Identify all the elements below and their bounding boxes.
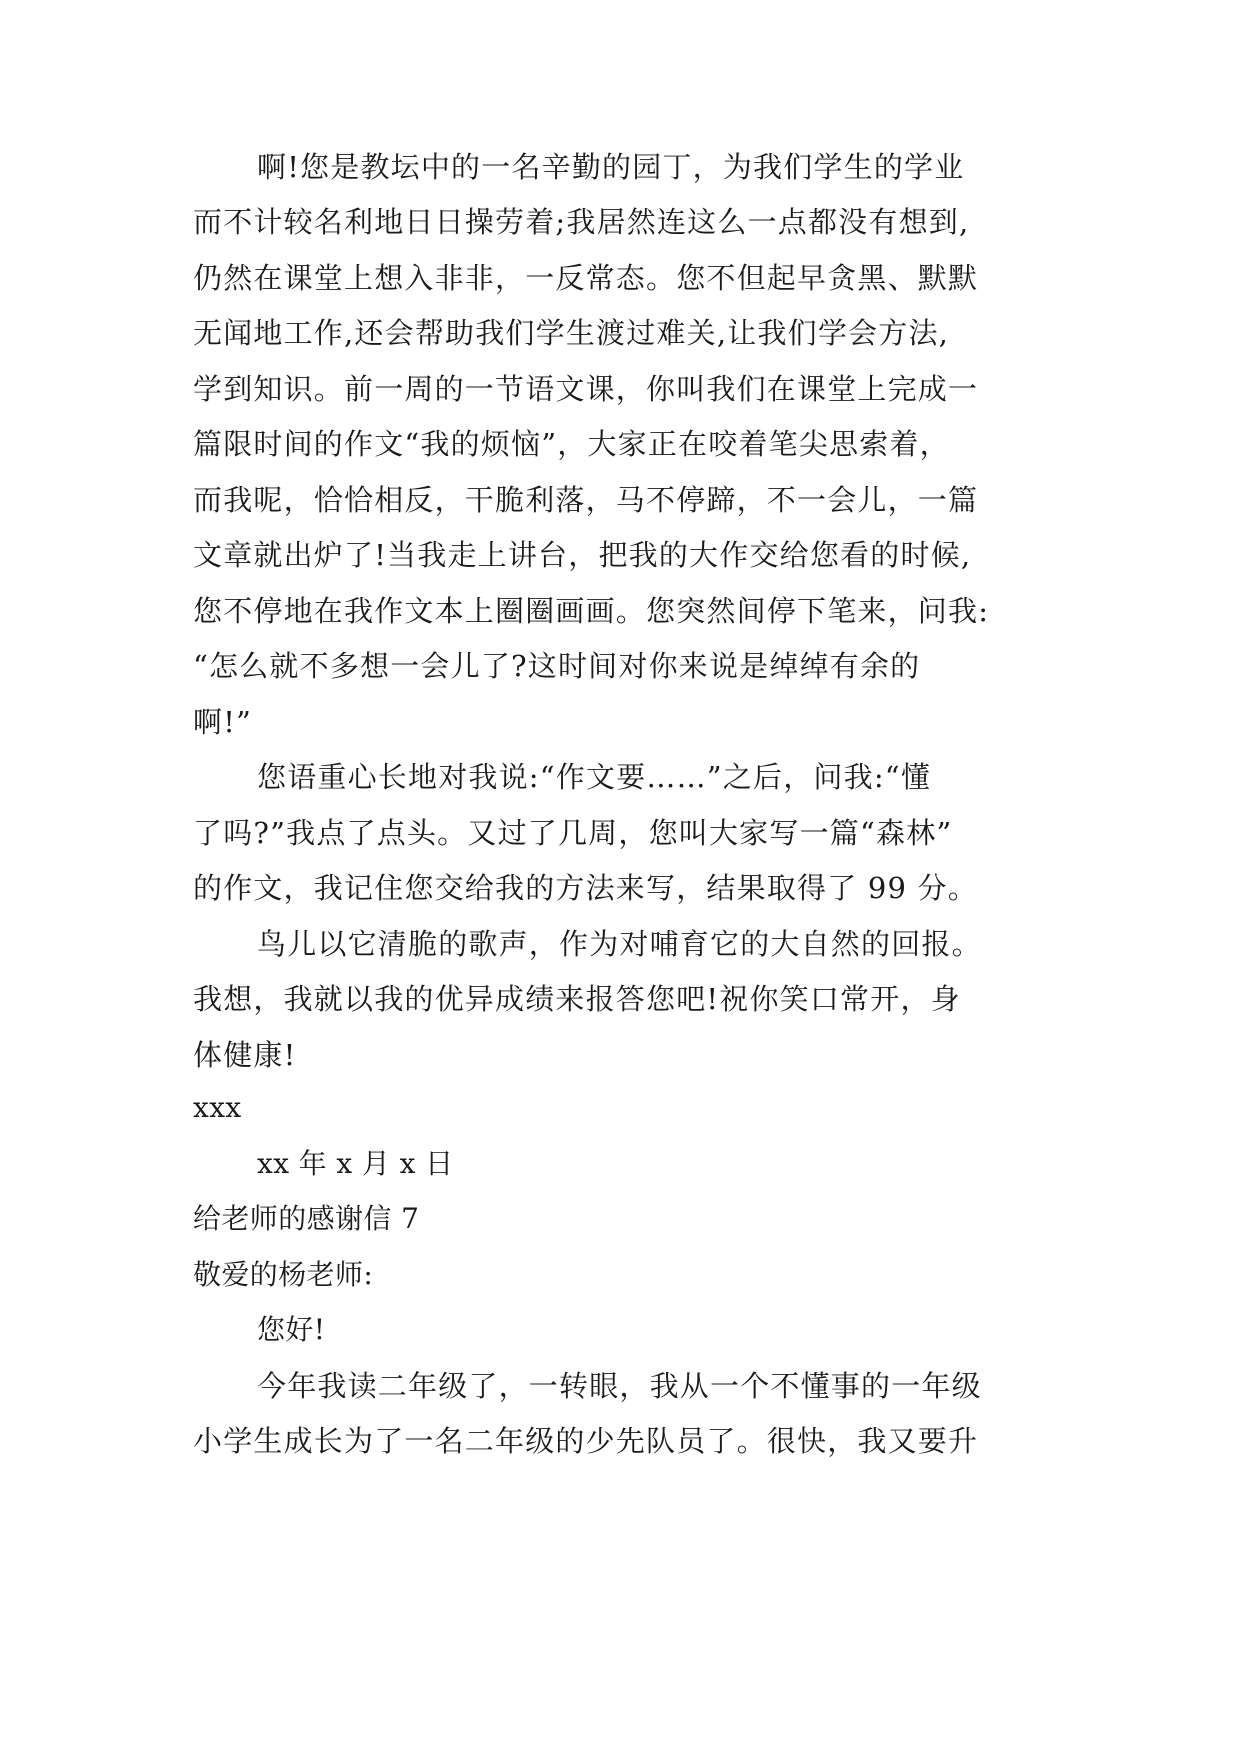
signature-date: xx 年 x 月 x 日 [257,1147,454,1180]
paragraph-line: 您语重心长地对我说:“作文要……”之后，问我:“懂 [257,760,932,794]
paragraph-line: 了吗?”我点了点头。又过了几周，您叫大家写一篇“森林” [193,816,953,850]
paragraph-line: 体健康! [193,1038,297,1072]
paragraph-line: 而不计较名利地日日操劳着;我居然连这么一点都没有想到, [193,205,970,239]
paragraph-line: 篇限时间的作文“我的烦恼”，大家正在咬着笔尖思索着， [193,427,950,461]
paragraph-line: 小学生成长为了一名二年级的少先队员了。很快，我又要升 [193,1424,979,1458]
paragraph-line: 学到知识。前一周的一节语文课，你叫我们在课堂上完成一 [193,372,979,406]
paragraph-line: 鸟儿以它清脆的歌声，作为对哺育它的大自然的回报。 [257,927,982,961]
paragraph-line: 啊!” [193,705,253,739]
signature-name: xxx [193,1091,242,1124]
paragraph-line: 文章就出炉了!当我走上讲台，把我的大作交给您看的时候, [193,538,972,572]
paragraph-line: 您不停地在我作文本上圈圈画画。您突然间停下笔来，问我: [193,594,990,628]
letter-salutation: 敬爱的杨老师: [193,1258,374,1291]
letter-title: 给老师的感谢信 7 [193,1202,420,1235]
paragraph-line: 仍然在课堂上想入非非，一反常态。您不但起早贪黑、默默 [193,261,979,295]
paragraph-line: 我想，我就以我的优异成绩来报答您吧!祝你笑口常开，身 [193,982,961,1016]
paragraph-line: 的作文，我记住您交给我的方法来写，结果取得了 99 分。 [193,871,978,905]
paragraph-line: 啊!您是教坛中的一名辛勤的园丁，为我们学生的学业 [257,150,965,184]
paragraph-line: 无闻地工作,还会帮助我们学生渡过难关,让我们学会方法, [193,316,950,350]
paragraph-line: “怎么就不多想一会儿了?这时间对你来说是绰绰有余的 [193,649,921,683]
paragraph-line: 而我呢，恰恰相反，干脆利落，马不停蹄，不一会儿，一篇 [193,483,979,517]
paragraph-line: 今年我读二年级了，一转眼，我从一个不懂事的一年级 [257,1369,982,1403]
letter-greeting: 您好! [257,1313,326,1346]
